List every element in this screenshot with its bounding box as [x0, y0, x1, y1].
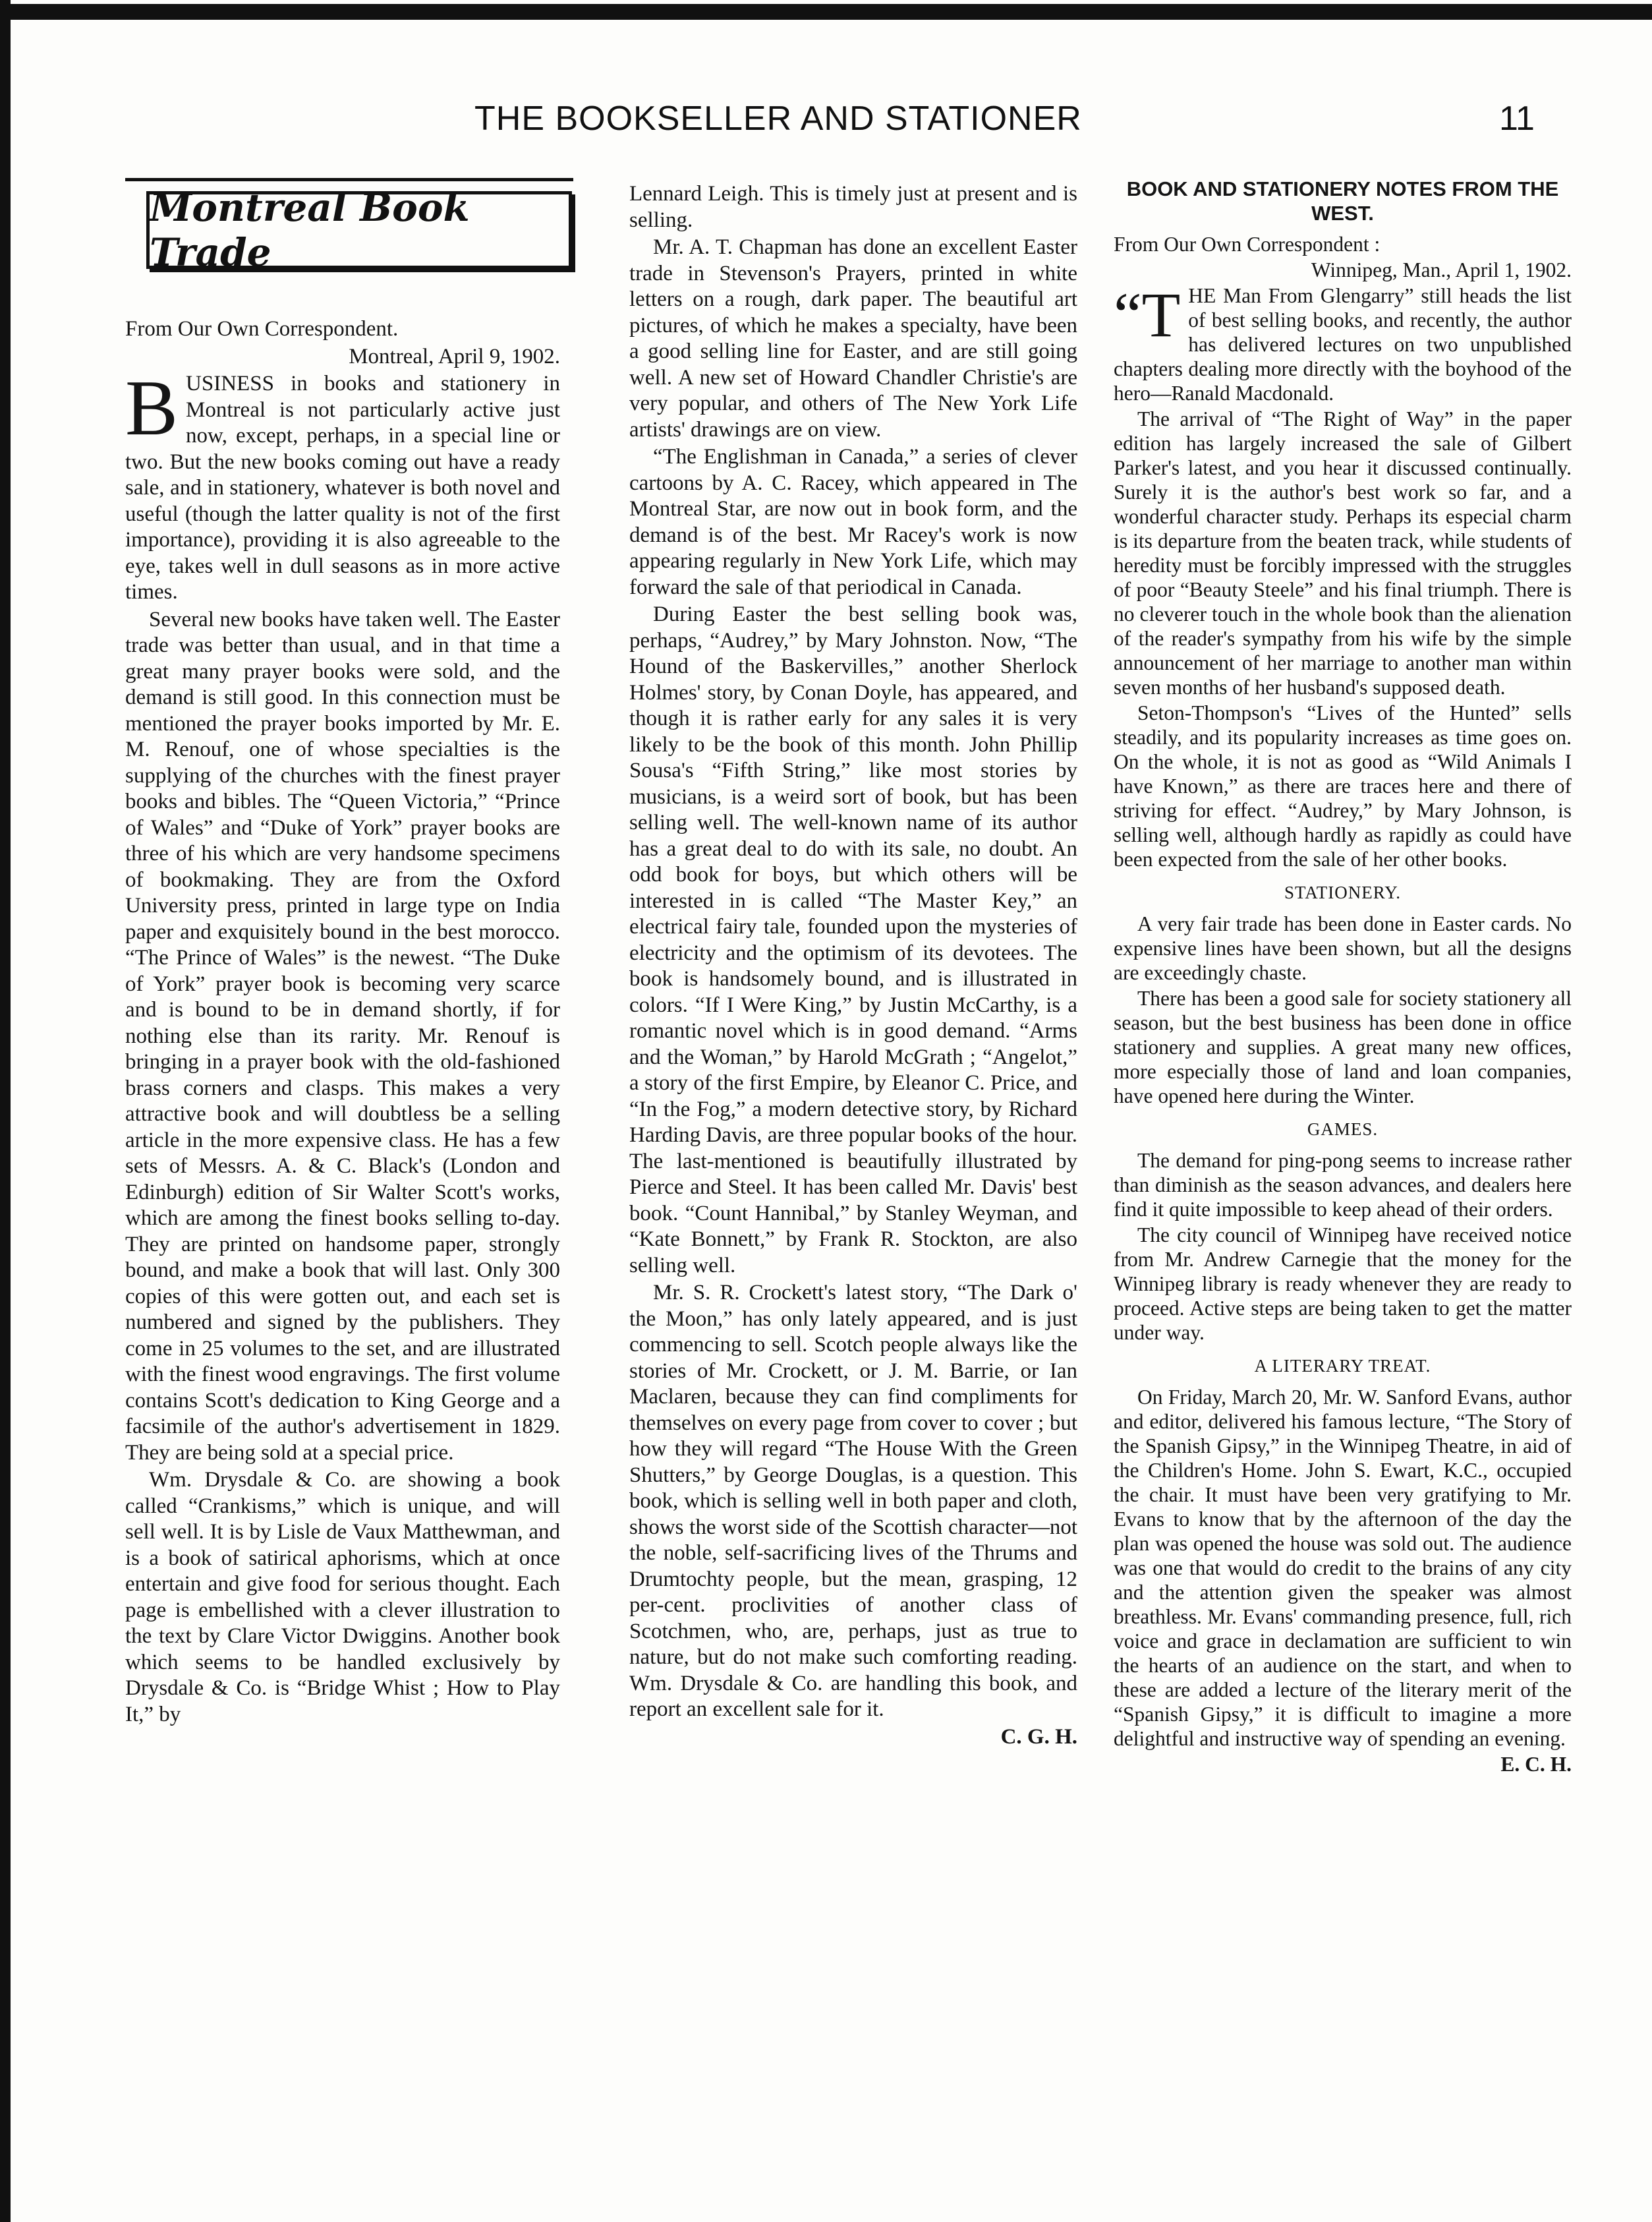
right-column: [1114, 177, 1572, 1778]
article-paragraph: The arrival of “The Right of Way” in the paper edition has largely increased the sale of Gilbert Parker's latest, and you hear it discussed continually. Surely it is the author's best work so far, and a wonderful character study. Perhaps its especial charm is its departure from the beaten track, while students of heredity must be forcibly impressed with the struggles of poor “Beauty Steele” and his final triumph. There is no cleverer touch in the whole book than the alienation of the reader's sympathy from his wife by the simple announcement of her marriage to another man within seven months of her husband's supposed death.: [1114, 407, 1572, 699]
top-border-rule: [0, 4, 1652, 20]
article-paragraph: Seton-Thompson's “Lives of the Hunted” sells steadily, and its popularity increases as time goes on. On the whole, it is not as good as “Wild Animals I have Known,” as there are traces here and there of striving for effect. “Audrey,” by Mary Johnson, is selling well, although hardly as rapidly as could have been expected from the sale of her other books.: [1114, 701, 1572, 871]
dateline: Montreal, April 9, 1902.: [349, 344, 560, 368]
subsection-heading-literary-treat: A LITERARY TREAT.: [1254, 1356, 1431, 1376]
article-paragraph: Mr. A. T. Chapman has done an excellent Easter trade in Stevenson's Prayers, printed in white letters on a rough, dark paper. The beautiful art pictures, of which he makes a specialty, have been a good selling line for Easter, and are still going well. A new set of Howard Chandler Christie's are very popular, and others of The New York Life artists' drawings are on view.: [629, 235, 1077, 442]
article-paragraph: Mr. S. R. Crockett's latest story, “The Dark o' the Moon,” has only lately appeared, and is just commencing to sell. Scotch people always like the stories of Mr. Crockett, or J. M. Barrie, or Ian Maclaren, because they can find compliments for themselves on every page from cover to cover ; but how they will regard “The House With the Green Shutters,” by George Douglas, is a question. This book, which is selling well in both paper and cloth, shows the worst side of the Scottish character—not the noble, self-sacrificing lives of the Thrums and Drumtochty people, but the mean, grasping, 12 per-cent. proclivities of another class of Scotchmen, who, are, perhaps, just as true to nature, but do not make such comforting reading. Wm. Drysdale & Co. are handling this book, and report an excellent sale for it.: [629, 1281, 1077, 1721]
article-paragraph: Wm. Drysdale & Co. are showing a book called “Crankisms,” which is unique, and will sell well. It is by Lisle de Vaux Matthewman, and is a book of satirical aphorisms, which at once entertain and give food for serious thought. Each page is embellished with a clever illustration to the text by Clare Victor Dwiggins. Another book which seems to be handled exclusively by Drysdale & Co. is “Bridge Whist ; How to Play It,” by: [125, 1468, 560, 1726]
article-paragraph: The city council of Winnipeg have received notice from Mr. Andrew Carnegie that the money for the Winnipeg library is ready whenever they are ready to proceed. Active steps are being taken to get the matter under way.: [1114, 1223, 1572, 1344]
article-paragraph: The demand for ping-pong seems to increase rather than diminish as the season advances, and dealers here find it quite impossible to keep ahead of their orders.: [1114, 1149, 1572, 1221]
byline: From Our Own Correspondent.: [125, 317, 399, 341]
byline: From Our Own Correspondent :: [1114, 233, 1381, 256]
article-paragraph: On Friday, March 20, Mr. W. Sanford Evans, author and editor, delivered his famous lecture, “The Story of the Spanish Gipsy,” in the Winnipeg Theatre, in aid of the Children's Home. John S. Ewart, K.C., occupied the chair. It must have been very gratifying to Mr. Evans to know that by the afternoon of the day the plan was opened the house was sold out. The audience was one that would do credit to the brains of any city and the attention given the speaker was almost breathless. Mr. Evans' commanding presence, full, rich voice and grace in declamation are sufficient to win the hearts of an audience on the start, and when to these are added a lecture of the literary merit of the “Spanish Gipsy,” it is difficult to imagine a more delightful and instructive way of spending an evening.: [1114, 1386, 1572, 1750]
article-title-box: [146, 185, 572, 275]
signature: C. G. H.: [1000, 1724, 1077, 1749]
article-paragraph: There has been a good sale for society stationery all season, but the best business has been done in office stationery and supplies. A great many new offices, more especially those of land and loan companies, have opened here during the Winter.: [1114, 987, 1572, 1107]
article-paragraph: Lennard Leigh. This is timely just at present and is selling.: [629, 182, 1077, 232]
article-paragraph: A very fair trade has been done in Easter cards. No expensive lines have been shown, but all the designs are exceedingly chaste.: [1114, 912, 1572, 984]
lead-text: HE Man From Glengarry” still heads the list of best selling books, and recently, the author has delivered lectures on two unpublished chapters dealing more directly with the boyhood of the hero—Ranald Macdonald.: [1114, 284, 1572, 405]
subsection-heading-stationery: STATIONERY.: [1284, 883, 1402, 902]
article-paragraph: Several new books have taken well. The Easter trade was better than usual, and in that time a great many prayer books were sold, and the demand is still good. In this connection must be mentioned the prayer books imported by Mr. E. M. Renouf, one of whose specialties is the supplying of the churches with the finest prayer books and bibles. The “Queen Victoria,” “Prince of Wales” and “Duke of York” prayer books are three of his which are very handsome specimens of bookmaking. They are from the Oxford University press, printed in large type on India paper and exquisitely bound in the best morocco. “The Prince of Wales” is the newest. “The Duke of York” prayer book is becoming very scarce and is bound to be in demand shortly, if for nothing else than its rarity. Mr. Renouf is bringing in a prayer book with the old-fashioned brass corners and clasps. This makes a very attractive book and will doubtless be a selling article in the more expensive class. He has a few sets of Messrs. A. & C. Black's (London and Edinburgh) edition of Sir Walter Scott's works, which are among the finest books selling to-day. They are printed on handsome paper, strongly bound, and make a book that will last. Only 300 copies of this were gotten out, and each set is numbered and signed by the publishers. They come in 25 volumes to the set, and are illustrated with the finest wood engravings. The first volume contains Scott's dedication to King George and a facsimile of the author's advertisement in 1829. They are being sold at a special price.: [125, 607, 560, 1465]
drop-cap: “T: [1114, 279, 1181, 350]
left-binding-edge: [0, 0, 11, 2222]
signature: E. C. H.: [1500, 1753, 1572, 1776]
lead-paragraph: [1114, 279, 1572, 405]
subsection-heading-games: GAMES.: [1307, 1119, 1379, 1139]
left-column: [125, 316, 560, 1729]
dateline: Winnipeg, Man., April 1, 1902.: [1311, 258, 1572, 281]
article-title: Montreal Book Trade: [150, 185, 470, 275]
running-header: THE BOOKSELLER AND STATIONER: [474, 100, 1082, 138]
article-paragraph: “The Englishman in Canada,” a series of clever cartoons by A. C. Racey, which appeared in The Montreal Star, are now out in book form, and the demand is of the best. Mr Racey's work is now appearing regularly in New York Life, which may forward the sale of that periodical in Canada.: [629, 445, 1077, 599]
article-paragraph: During Easter the best selling book was, perhaps, “Audrey,” by Mary Johnston. Now, “The Hound of the Baskervilles,” another Sherlock Holmes' story, by Conan Doyle, has appeared, and though it is rather early for any sales it is very likely to be the book of this month. John Phillip Sousa's “Fifth String,” like most stories by musicians, is a weird sort of book, but has been selling well. The well-known name of its author has a great deal to do with its sale, no doubt. An odd book for boys, but which others will be interested in is called “The Master Key,” an electrical fairy tale, founded upon the mysteries of electricity and the optimism of its devotees. The book is handsomely bound, and is illustrated in colors. “If I Were King,” by Justin McCarthy, is a romantic novel which is in good demand. “Arms and the Woman,” by Harold McGrath ; “Angelot,” a story of the first Empire, by Eleanor C. Price, and “In the Fog,” a modern detective story, by Richard Harding Davis, are three popular books of the hour. The last-mentioned is beautifully illustrated by Pierce and Steel. It has been called Mr. Davis' best book. “Count Hannibal,” by Stanley Weyman, and “Kate Bonnett,” by Frank R. Stockton, are also selling well.: [629, 602, 1077, 1277]
column-rule: [125, 178, 573, 181]
lead-paragraph: [125, 364, 560, 606]
lead-text: USINESS in books and stationery in Montreal is not particularly active just now, except, perhaps, in a special line or two. But the new books coming out have a ready sale, and in stationery, whatever is both novel and useful (though the latter quality is not of the first importance), providing it is also agreeable to the eye, takes well in dull seasons as in more active times.: [125, 372, 560, 604]
drop-cap: B: [125, 364, 179, 452]
page-number: 11: [1499, 100, 1535, 138]
middle-column: [629, 181, 1077, 1751]
section-heading: BOOK AND STATIONERY NOTES FROM THE WEST.: [1126, 177, 1559, 225]
